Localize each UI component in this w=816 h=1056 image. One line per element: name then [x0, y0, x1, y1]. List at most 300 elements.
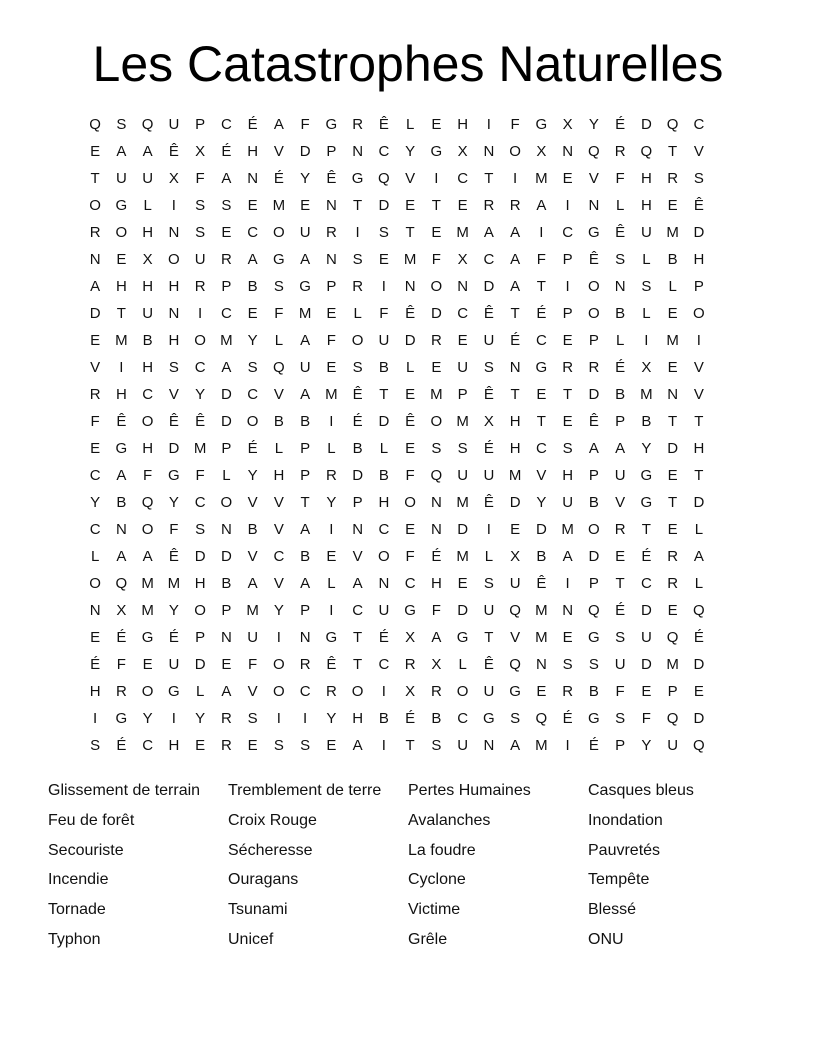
grid-letter: A	[510, 737, 521, 754]
grid-letter: H	[168, 332, 180, 349]
grid-letter: I	[329, 602, 334, 619]
grid-letter: N	[115, 521, 127, 538]
grid-letter: A	[300, 575, 311, 592]
grid-letter: L	[668, 278, 677, 295]
grid-letter: M	[508, 467, 522, 484]
grid-letter: P	[195, 116, 206, 133]
grid-letter: V	[405, 170, 416, 187]
grid-letter: A	[273, 116, 284, 133]
grid-letter: T	[536, 278, 546, 295]
word-list-item: Tornade	[48, 901, 106, 919]
grid-letter: T	[116, 305, 126, 322]
grid-letter: L	[327, 575, 336, 592]
grid-letter: L	[484, 548, 494, 565]
grid-letter: F	[405, 467, 415, 484]
grid-letter: R	[325, 224, 337, 241]
grid-letter: Y	[273, 602, 284, 619]
grid-letter: Ê	[405, 305, 416, 322]
grid-letter: I	[565, 197, 570, 214]
grid-letter: P	[693, 278, 704, 295]
grid-letter: R	[325, 467, 337, 484]
grid-letter: R	[430, 332, 442, 349]
grid-letter: U	[509, 575, 521, 592]
grid-letter: E	[247, 197, 258, 214]
grid-letter: I	[565, 575, 570, 592]
grid-letter: F	[116, 656, 126, 673]
grid-letter: Q	[115, 575, 128, 592]
grid-letter: O	[273, 224, 285, 241]
grid-letter: Ê	[615, 224, 626, 241]
grid-letter: O	[89, 575, 101, 592]
grid-letter: E	[90, 332, 101, 349]
grid-letter: T	[694, 413, 704, 430]
grid-letter: G	[456, 629, 469, 646]
grid-letter: C	[247, 386, 259, 403]
grid-letter: P	[667, 683, 678, 700]
grid-letter: A	[247, 575, 258, 592]
grid-letter: U	[299, 224, 311, 241]
grid-letter: H	[693, 251, 705, 268]
grid-letter: C	[194, 359, 206, 376]
grid-letter: É	[273, 170, 284, 187]
grid-letter: O	[588, 521, 600, 538]
grid-letter: I	[644, 332, 649, 349]
grid-letter: T	[510, 386, 520, 403]
grid-letter: M	[456, 413, 469, 430]
grid-letter: E	[405, 386, 416, 403]
grid-letter: T	[300, 494, 310, 511]
grid-letter: R	[115, 683, 127, 700]
grid-letter: G	[588, 629, 600, 646]
word-list-item: Grêle	[408, 930, 448, 948]
grid-letter: B	[536, 548, 547, 565]
grid-letter: Q	[693, 602, 705, 619]
word-list-item: Blessé	[588, 901, 637, 919]
grid-letter: Q	[273, 359, 285, 376]
grid-letter: G	[325, 116, 338, 133]
grid-letter: S	[300, 737, 311, 754]
grid-letter: M	[115, 332, 128, 349]
grid-letter: N	[220, 521, 232, 538]
grid-letter: H	[640, 197, 652, 214]
grid-letter: T	[431, 197, 441, 214]
grid-letter: B	[247, 278, 258, 295]
grid-letter: R	[220, 710, 232, 727]
grid-letter: A	[300, 386, 311, 403]
grid-letter: T	[641, 521, 651, 538]
grid-letter: Q	[588, 602, 600, 619]
grid-letter: N	[667, 386, 679, 403]
grid-letter: D	[693, 224, 705, 241]
grid-letter: E	[667, 602, 678, 619]
grid-letter: E	[562, 629, 573, 646]
grid-letter: U	[614, 467, 626, 484]
grid-letter: E	[431, 224, 442, 241]
grid-letter: L	[274, 332, 284, 349]
grid-letter: U	[614, 656, 626, 673]
grid-letter: B	[641, 413, 652, 430]
grid-letter: H	[352, 710, 364, 727]
grid-letter: I	[329, 521, 334, 538]
grid-letter: S	[378, 224, 389, 241]
word-list	[48, 776, 778, 955]
grid-letter: Q	[666, 629, 679, 646]
grid-letter: X	[510, 548, 521, 565]
grid-letter: Y	[247, 332, 258, 349]
grid-letter: D	[535, 521, 547, 538]
grid-letter: P	[588, 575, 599, 592]
grid-letter: E	[326, 548, 337, 565]
grid-letter: É	[615, 602, 626, 619]
grid-letter: P	[352, 494, 363, 511]
grid-letter: T	[379, 386, 389, 403]
grid-letter: E	[326, 359, 337, 376]
grid-letter: D	[220, 386, 232, 403]
grid-letter: U	[483, 683, 495, 700]
grid-letter: A	[431, 629, 442, 646]
grid-letter: U	[667, 737, 679, 754]
grid-letter: V	[168, 386, 179, 403]
grid-letter: H	[693, 440, 705, 457]
grid-letter: Ê	[352, 386, 363, 403]
grid-letter: V	[536, 467, 547, 484]
grid-letter: F	[615, 170, 625, 187]
grid-letter: L	[458, 656, 467, 673]
grid-letter: H	[142, 224, 154, 241]
grid-letter: Q	[640, 143, 653, 160]
grid-letter: N	[352, 521, 364, 538]
word-list-item: Sécheresse	[228, 841, 313, 859]
grid-letter: M	[193, 440, 207, 457]
grid-letter: C	[220, 116, 232, 133]
grid-letter: D	[667, 440, 679, 457]
grid-letter: D	[640, 116, 652, 133]
grid-letter: F	[405, 548, 415, 565]
grid-letter: B	[615, 305, 626, 322]
grid-letter: O	[351, 683, 364, 700]
grid-letter: P	[221, 440, 232, 457]
grid-letter: S	[195, 197, 206, 214]
grid-letter: S	[247, 710, 258, 727]
grid-letter: N	[483, 737, 495, 754]
grid-letter: Ê	[693, 197, 704, 214]
grid-letter: O	[588, 305, 600, 322]
word-list-item: Casques bleus	[588, 782, 694, 799]
grid-letter: G	[430, 143, 443, 160]
word-list-item: Pertes Humaines	[408, 782, 531, 799]
grid-letter: M	[456, 548, 469, 565]
grid-letter: D	[457, 602, 469, 619]
grid-letter: E	[431, 116, 442, 133]
grid-letter: S	[90, 737, 101, 754]
grid-letter: É	[536, 305, 547, 322]
grid-letter: U	[142, 305, 154, 322]
grid-letter: I	[486, 521, 491, 538]
grid-letter: N	[614, 278, 626, 295]
grid-letter: Q	[141, 116, 154, 133]
grid-letter: V	[273, 494, 284, 511]
grid-letter: O	[168, 251, 180, 268]
grid-letter: N	[588, 197, 600, 214]
grid-letter: I	[303, 710, 308, 727]
grid-letter: T	[694, 467, 704, 484]
grid-letter: T	[484, 170, 494, 187]
grid-letter: R	[194, 278, 206, 295]
grid-letter: E	[405, 197, 416, 214]
grid-letter: E	[667, 197, 678, 214]
grid-letter: Y	[326, 494, 337, 511]
grid-letter: B	[300, 548, 311, 565]
grid-letter: U	[194, 251, 206, 268]
grid-letter: L	[694, 575, 704, 592]
grid-letter: O	[220, 494, 233, 511]
word-list-item: Victime	[408, 901, 461, 919]
grid-letter: N	[535, 656, 547, 673]
grid-letter: É	[641, 548, 652, 565]
grid-letter: S	[195, 224, 206, 241]
grid-letter: U	[299, 359, 311, 376]
grid-letter: Q	[666, 116, 679, 133]
grid-letter: R	[667, 170, 679, 187]
grid-letter: A	[483, 224, 494, 241]
grid-letter: A	[247, 251, 258, 268]
grid-letter: R	[404, 656, 416, 673]
grid-letter: V	[615, 494, 626, 511]
grid-letter: O	[378, 548, 390, 565]
grid-letter: L	[379, 440, 389, 457]
grid-letter: C	[142, 737, 154, 754]
grid-letter: Ê	[483, 656, 494, 673]
grid-letter: I	[381, 683, 386, 700]
grid-letter: R	[352, 116, 364, 133]
grid-letter: E	[457, 197, 468, 214]
grid-letter: O	[194, 602, 206, 619]
grid-letter: I	[93, 710, 98, 727]
grid-letter: A	[510, 224, 521, 241]
grid-letter: H	[509, 413, 521, 430]
grid-letter: H	[142, 359, 154, 376]
grid-letter: P	[326, 143, 337, 160]
grid-letter: C	[352, 602, 364, 619]
grid-letter: C	[89, 467, 101, 484]
grid-letter: H	[378, 494, 390, 511]
grid-letter: A	[510, 278, 521, 295]
grid-letter: Y	[641, 737, 652, 754]
grid-letter: P	[300, 467, 311, 484]
grid-letter: F	[641, 710, 651, 727]
grid-letter: G	[299, 278, 311, 295]
grid-letter: Ê	[483, 386, 494, 403]
word-list-item: Cyclone	[408, 871, 466, 889]
grid-letter: A	[615, 440, 626, 457]
grid-letter: A	[588, 440, 599, 457]
grid-letter: F	[510, 116, 520, 133]
grid-letter: É	[588, 737, 599, 754]
grid-letter: E	[90, 629, 101, 646]
grid-letter: G	[141, 629, 154, 646]
grid-letter: T	[484, 629, 494, 646]
grid-letter: F	[431, 602, 441, 619]
grid-letter: C	[194, 494, 206, 511]
grid-letter: E	[116, 251, 127, 268]
grid-letter: H	[273, 467, 285, 484]
grid-letter: Q	[378, 170, 390, 187]
grid-letter: N	[89, 602, 101, 619]
grid-letter: É	[405, 710, 416, 727]
grid-letter: C	[378, 143, 390, 160]
grid-letter: C	[89, 521, 101, 538]
grid-letter: M	[456, 224, 469, 241]
grid-letter: M	[141, 602, 154, 619]
grid-letter: F	[274, 305, 284, 322]
grid-letter: D	[378, 413, 390, 430]
word-list-item: Avalanches	[408, 811, 491, 829]
grid-letter: V	[352, 548, 363, 565]
grid-letter: F	[169, 521, 179, 538]
grid-letter: B	[142, 332, 153, 349]
grid-letter: F	[248, 656, 258, 673]
grid-letter: A	[142, 143, 153, 160]
grid-letter: D	[693, 656, 705, 673]
grid-letter: S	[562, 656, 573, 673]
grid-letter: E	[562, 413, 573, 430]
grid-letter: H	[168, 278, 180, 295]
grid-letter: H	[115, 386, 127, 403]
grid-letter: S	[247, 359, 258, 376]
word-list-item: Feu de forêt	[48, 811, 135, 829]
grid-letter: S	[641, 278, 652, 295]
grid-letter: U	[247, 629, 259, 646]
grid-letter: Ê	[168, 548, 179, 565]
grid-letter: N	[483, 143, 495, 160]
grid-letter: G	[115, 710, 128, 727]
grid-letter: X	[457, 251, 468, 268]
grid-letter: P	[562, 305, 573, 322]
grid-letter: B	[588, 683, 599, 700]
grid-letter: L	[642, 305, 651, 322]
grid-letter: C	[247, 224, 259, 241]
grid-letter: F	[300, 116, 310, 133]
grid-letter: V	[693, 143, 704, 160]
grid-letter: F	[615, 683, 625, 700]
grid-letter: N	[325, 251, 337, 268]
grid-letter: D	[168, 440, 180, 457]
grid-letter: O	[456, 683, 469, 700]
grid-letter: N	[299, 629, 311, 646]
grid-letter: H	[89, 683, 101, 700]
grid-letter: N	[562, 143, 574, 160]
grid-letter: N	[247, 170, 259, 187]
grid-letter: F	[431, 251, 441, 268]
grid-letter: D	[588, 386, 600, 403]
grid-letter: Q	[588, 143, 600, 160]
grid-letter: H	[430, 575, 442, 592]
word-list-item: Pauvretés	[588, 841, 661, 859]
grid-letter: V	[273, 386, 284, 403]
grid-letter: S	[483, 575, 494, 592]
grid-letter: R	[614, 143, 626, 160]
grid-letter: P	[221, 278, 232, 295]
grid-letter: G	[535, 359, 548, 376]
grid-letter: S	[588, 656, 599, 673]
grid-letter: O	[351, 332, 364, 349]
grid-letter: Ê	[326, 656, 337, 673]
grid-letter: F	[195, 467, 205, 484]
grid-letter: G	[325, 629, 338, 646]
grid-letter: F	[536, 251, 546, 268]
grid-letter: G	[588, 710, 600, 727]
grid-letter: V	[247, 494, 258, 511]
grid-letter: Y	[195, 710, 206, 727]
grid-letter: V	[693, 386, 704, 403]
grid-letter: C	[457, 170, 469, 187]
grid-letter: M	[298, 305, 312, 322]
grid-letter: N	[352, 143, 364, 160]
grid-letter: N	[509, 359, 521, 376]
grid-letter: P	[300, 440, 311, 457]
grid-letter: F	[143, 467, 153, 484]
grid-letter: É	[168, 629, 179, 646]
grid-letter: E	[457, 575, 468, 592]
grid-letter: Y	[641, 440, 652, 457]
grid-letter: U	[457, 737, 469, 754]
grid-letter: H	[142, 278, 154, 295]
grid-letter: E	[247, 737, 258, 754]
grid-letter: C	[535, 332, 547, 349]
grid-letter: P	[300, 602, 311, 619]
grid-letter: Ê	[378, 116, 389, 133]
grid-letter: A	[536, 197, 547, 214]
grid-letter: N	[168, 224, 180, 241]
word-list-item: ONU	[588, 930, 624, 948]
grid-letter: D	[483, 278, 495, 295]
grid-letter: S	[352, 359, 363, 376]
grid-letter: L	[405, 359, 415, 376]
grid-letter: S	[693, 170, 704, 187]
grid-letter: D	[194, 656, 206, 673]
grid-letter: H	[168, 737, 180, 754]
grid-letter: C	[273, 548, 285, 565]
grid-letter: Ê	[405, 413, 416, 430]
grid-letter: I	[355, 224, 360, 241]
grid-letter: U	[483, 602, 495, 619]
grid-letter: V	[273, 521, 284, 538]
grid-letter: A	[116, 467, 127, 484]
word-list-item: Secouriste	[48, 841, 124, 859]
grid-letter: M	[167, 575, 181, 592]
grid-letter: X	[641, 359, 652, 376]
grid-letter: G	[640, 494, 653, 511]
grid-letter: Ê	[536, 575, 547, 592]
grid-letter: A	[510, 251, 521, 268]
grid-letter: M	[535, 737, 548, 754]
grid-letter: X	[405, 629, 416, 646]
grid-letter: Y	[326, 710, 337, 727]
grid-letter: C	[457, 710, 469, 727]
grid-letter: R	[667, 548, 679, 565]
grid-letter: A	[352, 575, 363, 592]
grid-letter: Q	[509, 656, 521, 673]
grid-letter: O	[509, 143, 521, 160]
grid-letter: P	[615, 413, 626, 430]
grid-letter: B	[247, 521, 258, 538]
grid-letter: S	[510, 710, 521, 727]
grid-letter: S	[221, 197, 232, 214]
grid-letter: C	[562, 224, 574, 241]
grid-letter: O	[273, 683, 285, 700]
grid-letter: P	[562, 251, 573, 268]
grid-letter: L	[353, 305, 362, 322]
